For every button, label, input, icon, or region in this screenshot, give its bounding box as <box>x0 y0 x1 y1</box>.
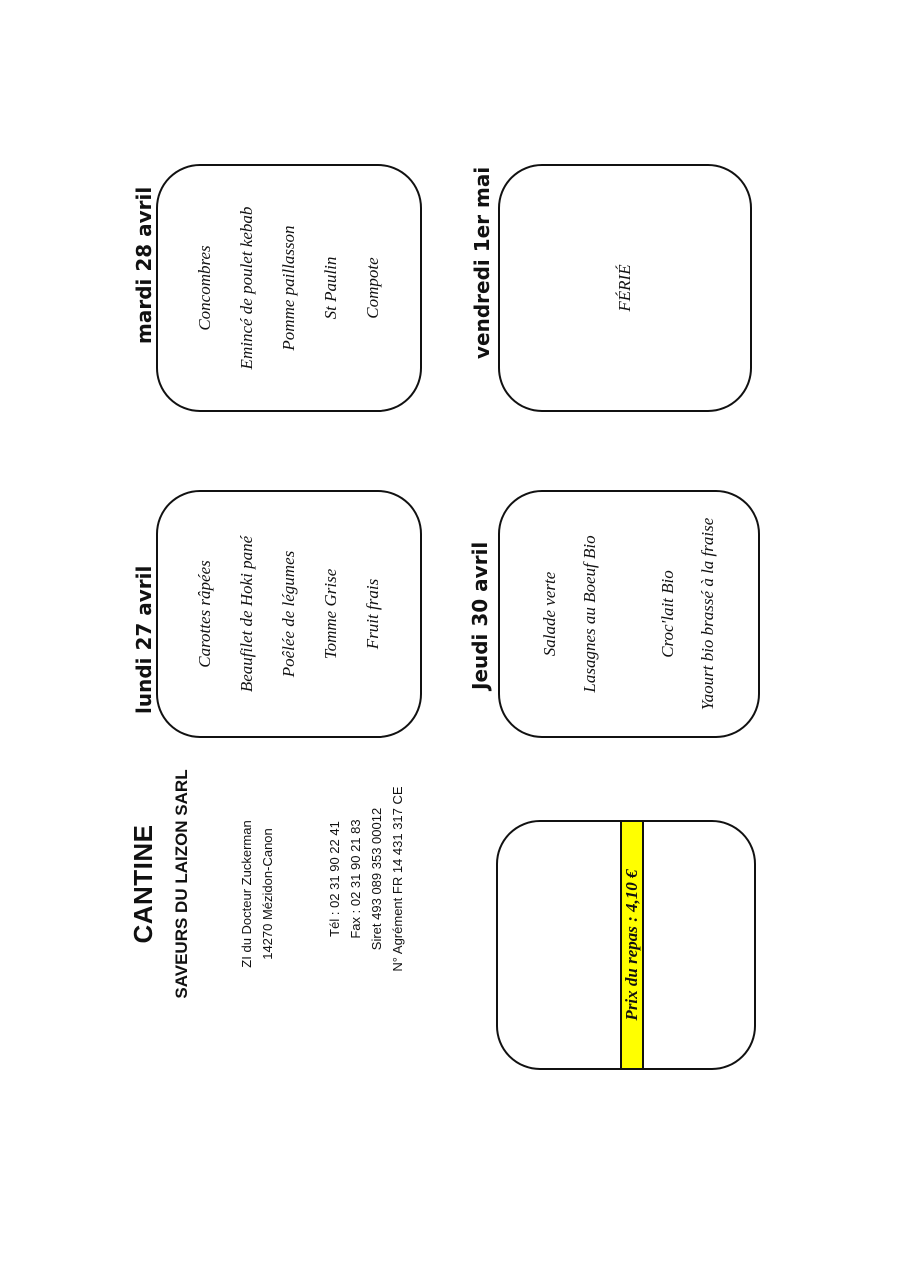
day-title-vendredi: vendredi 1er mai <box>470 166 494 359</box>
price-band <box>620 820 644 1070</box>
menu-item: Beaufilet de Hoki pané <box>237 535 256 693</box>
menu-items-jeudi <box>500 492 758 736</box>
company-name: SAVEURS DU LAIZON SARL <box>172 769 191 999</box>
menu-item: Fruit frais <box>363 578 382 650</box>
menu-item: Croc'lait Bio <box>658 570 677 658</box>
agrement: N° Agrément FR 14 431 317 CE <box>390 786 405 972</box>
price-label: Prix du repas : 4,10 € <box>622 869 641 1021</box>
menu-card-mardi <box>156 164 422 412</box>
day-title-jeudi: Jeudi 30 avril <box>468 541 492 690</box>
phone: Tél : 02 31 90 22 41 <box>327 821 342 937</box>
menu-item: FÉRIÉ <box>615 264 634 312</box>
address-line2: 14270 Mézidon-Canon <box>260 828 275 960</box>
menu-item: Concombres <box>195 245 214 331</box>
day-title-lundi: lundi 27 avril <box>132 565 156 714</box>
day-title-mardi: mardi 28 avril <box>132 186 156 344</box>
menu-item: Emincé de poulet kebab <box>237 206 256 370</box>
siret: Siret 493 089 353 00012 <box>369 807 384 951</box>
menu-item: Carottes râpées <box>195 560 214 668</box>
menu-item: Salade verte <box>540 571 559 657</box>
page-title: CANTINE <box>128 824 158 944</box>
menu-item: Tomme Grise <box>321 568 340 660</box>
menu-item: Compote <box>363 257 382 319</box>
menu-item: St Paulin <box>321 256 340 320</box>
menu-items-mardi <box>158 166 420 410</box>
company-address <box>236 744 278 1044</box>
menu-card-jeudi <box>498 490 760 738</box>
menu-card-vendredi <box>498 164 752 412</box>
menu-items-vendredi <box>500 166 750 410</box>
menu-item: Yaourt bio brassé à la fraise <box>698 517 717 711</box>
company-contact <box>324 714 408 1044</box>
address-line1: ZI du Docteur Zuckerman <box>239 820 254 968</box>
menu-items-lundi <box>158 492 420 736</box>
menu-item: Pomme paillasson <box>279 225 298 351</box>
menu-item: Lasagnes au Boeuf Bio <box>580 535 599 693</box>
menu-card-lundi <box>156 490 422 738</box>
fax: Fax : 02 31 90 21 83 <box>348 819 363 939</box>
menu-item: Poêlée de légumes <box>279 550 298 678</box>
